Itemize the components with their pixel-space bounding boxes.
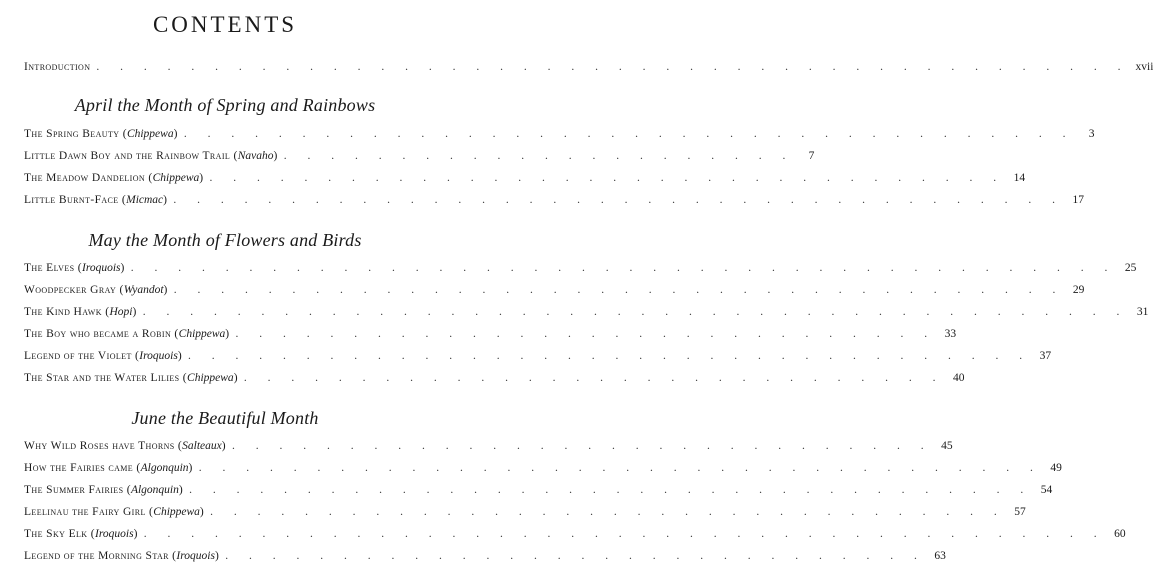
toc-page-number: 33: [944, 328, 957, 340]
toc-entry[interactable]: [24, 484, 1053, 502]
toc-page-number: 31: [1136, 306, 1149, 318]
toc-entry-tribe: Chippewa: [187, 372, 234, 384]
toc-page-number: 37: [1039, 350, 1052, 362]
toc-entry-tribe: Iroquois: [176, 550, 215, 562]
section-heading-june: June the Beautiful Month: [131, 408, 319, 428]
toc-entry-title: Woodpecker Gray (Wyandot): [24, 284, 168, 296]
toc-entry-tribe: Iroquois: [95, 528, 134, 540]
toc-entry[interactable]: [24, 350, 1052, 368]
toc-entry-title: The Spring Beauty (Chippewa): [24, 128, 178, 140]
dot-leader: . . . . . . . . . . . . . . . . . . . . . . . . . . . . . . . . . . . .: [189, 484, 1033, 496]
dot-leader: . . . . . . . . . . . . . . . . . . . . . . . . . . . . . . . . . . . .: [198, 462, 1042, 474]
toc-entry[interactable]: [24, 284, 1085, 302]
toc-entry-title: The Sky Elk (Iroquois): [24, 528, 138, 540]
toc-entry[interactable]: [24, 440, 953, 458]
toc-entry-tribe: Iroquois: [81, 262, 121, 274]
toc-entry[interactable]: [24, 150, 815, 168]
toc-entry-tribe: Salteaux: [182, 440, 222, 452]
toc-entry-tribe: Algonquin: [130, 484, 179, 496]
dot-leader: . . . . . . . . . . . . . . . . . . . . . . . . . . . . . . . . . .: [209, 172, 1006, 184]
toc-entry-title: Leelinau the Fairy Girl (Chippewa): [24, 506, 205, 518]
dot-leader: . . . . . . . . . . . . . . . . . . . . . . . . . . . . . . . . . . . . . .: [173, 284, 1065, 296]
toc-entry[interactable]: [24, 306, 1149, 324]
toc-entry[interactable]: [24, 462, 1062, 480]
toc-entry[interactable]: [24, 194, 1085, 212]
toc-entry-tribe: Chippewa: [178, 328, 226, 340]
toc-page-number: 29: [1072, 284, 1085, 296]
toc-page-number: 57: [1014, 506, 1026, 518]
toc-entry-title: The Summer Fairies (Algonquin): [24, 484, 184, 496]
toc-page-number: 60: [1114, 528, 1126, 540]
toc-entry[interactable]: [24, 372, 965, 390]
dot-leader: . . . . . . . . . . . . . . . . . . . . . . . . . . . . . . . . . . . . . . . . .: [143, 528, 1106, 540]
page-title: CONTENTS: [152, 12, 298, 37]
dot-leader: . . . . . . . . . . . . . . . . . . . . . . . . . . . . . .: [243, 372, 945, 384]
section-heading-april: April the Month of Spring and Rainbows: [74, 95, 376, 115]
toc-entry-title: The Meadow Dandelion (Chippewa): [24, 172, 204, 184]
dot-leader: . . . . . . . . . . . . . . . . . . . . . .: [283, 150, 795, 162]
toc-entry[interactable]: [24, 262, 1137, 280]
section-heading-may: May the Month of Flowers and Birds: [88, 230, 362, 250]
toc-entry-tribe: Iroquois: [139, 350, 178, 362]
toc-page-number: 54: [1040, 484, 1053, 496]
toc-entry-tribe: Hopi: [109, 306, 133, 318]
toc-entry-title: The Elves (Iroquois): [24, 262, 125, 274]
toc-entry[interactable]: [24, 128, 1095, 146]
toc-entry[interactable]: [24, 550, 946, 568]
toc-entry-title: The Star and the Water Lilies (Chippewa): [24, 372, 238, 384]
toc-entry-title: Little Dawn Boy and the Rainbow Trail (Navaho): [24, 150, 278, 162]
toc-page-number: 14: [1013, 172, 1026, 184]
toc-entry-title: The Kind Hawk (Hopi): [24, 306, 137, 318]
toc-entry-title: Why Wild Roses have Thorns (Salteaux): [24, 440, 226, 452]
toc-page-number: 25: [1124, 262, 1137, 274]
toc-entry-tribe: Chippewa: [153, 506, 200, 518]
toc-entry[interactable]: [24, 328, 957, 346]
toc-page-number: 7: [808, 150, 815, 162]
dot-leader: . . . . . . . . . . . . . . . . . . . . . . . . . . . . . . . . . . . . . .: [173, 194, 1065, 206]
dot-leader: . . . . . . . . . . . . . . . . . . . . . . . . . . . . . . . . . . . . . . . . . . . .: [96, 61, 1130, 73]
dot-leader: . . . . . . . . . . . . . . . . . . . . . . . . . . . . . . . . . .: [210, 506, 1006, 518]
dot-leader: . . . . . . . . . . . . . . . . . . . . . . . . . . . . . . . . . . . . . . . . . .: [142, 306, 1129, 318]
toc-entry-tribe: Wyandot: [123, 284, 164, 296]
toc-page-number: 45: [941, 440, 953, 452]
toc-page-number: 49: [1050, 462, 1062, 474]
toc-entry-tribe: Micmac: [126, 194, 164, 206]
dot-leader: . . . . . . . . . . . . . . . . . . . . . . . . . . . . . .: [232, 440, 933, 452]
dot-leader: . . . . . . . . . . . . . . . . . . . . . . . . . . . . . . . . . . . . . .: [183, 128, 1075, 140]
toc-entry[interactable]: [24, 506, 1026, 524]
toc-entry-title: Legend of the Morning Star (Iroquois): [24, 550, 220, 562]
toc-entry-title: The Boy who became a Robin (Chippewa): [24, 328, 230, 340]
toc-page-number: 17: [1072, 194, 1085, 206]
dot-leader: . . . . . . . . . . . . . . . . . . . . . . . . . . . . . . . . . . . . . . . . . .: [130, 262, 1117, 274]
toc-entry-title: Legend of the Violet (Iroquois): [24, 350, 183, 362]
dot-leader: . . . . . . . . . . . . . . . . . . . . . . . . . . . . . .: [235, 328, 937, 340]
toc-entry-tribe: Algonquin: [140, 462, 189, 474]
toc-page-number: 40: [953, 372, 965, 384]
toc-entry-introduction[interactable]: [24, 61, 1153, 79]
toc-entry[interactable]: [24, 528, 1126, 546]
dot-leader: . . . . . . . . . . . . . . . . . . . . . . . . . . . . . . . . . . . .: [188, 350, 1032, 362]
toc-entry-tribe: Chippewa: [126, 128, 174, 140]
toc-page-number: 63: [934, 550, 946, 562]
toc-entry-tribe: Navaho: [237, 150, 274, 162]
dot-leader: . . . . . . . . . . . . . . . . . . . . . . . . . . . . . .: [225, 550, 926, 562]
toc-page-number: 3: [1088, 128, 1095, 140]
toc-entry[interactable]: [24, 172, 1026, 190]
toc-entry-title: Little Burnt-Face (Micmac): [24, 194, 168, 206]
toc-entry-title: Introduction: [24, 61, 91, 73]
toc-page-number: xvii: [1135, 61, 1153, 73]
toc-entry-title: How the Fairies came (Algonquin): [24, 462, 193, 474]
toc-entry-tribe: Chippewa: [152, 172, 200, 184]
